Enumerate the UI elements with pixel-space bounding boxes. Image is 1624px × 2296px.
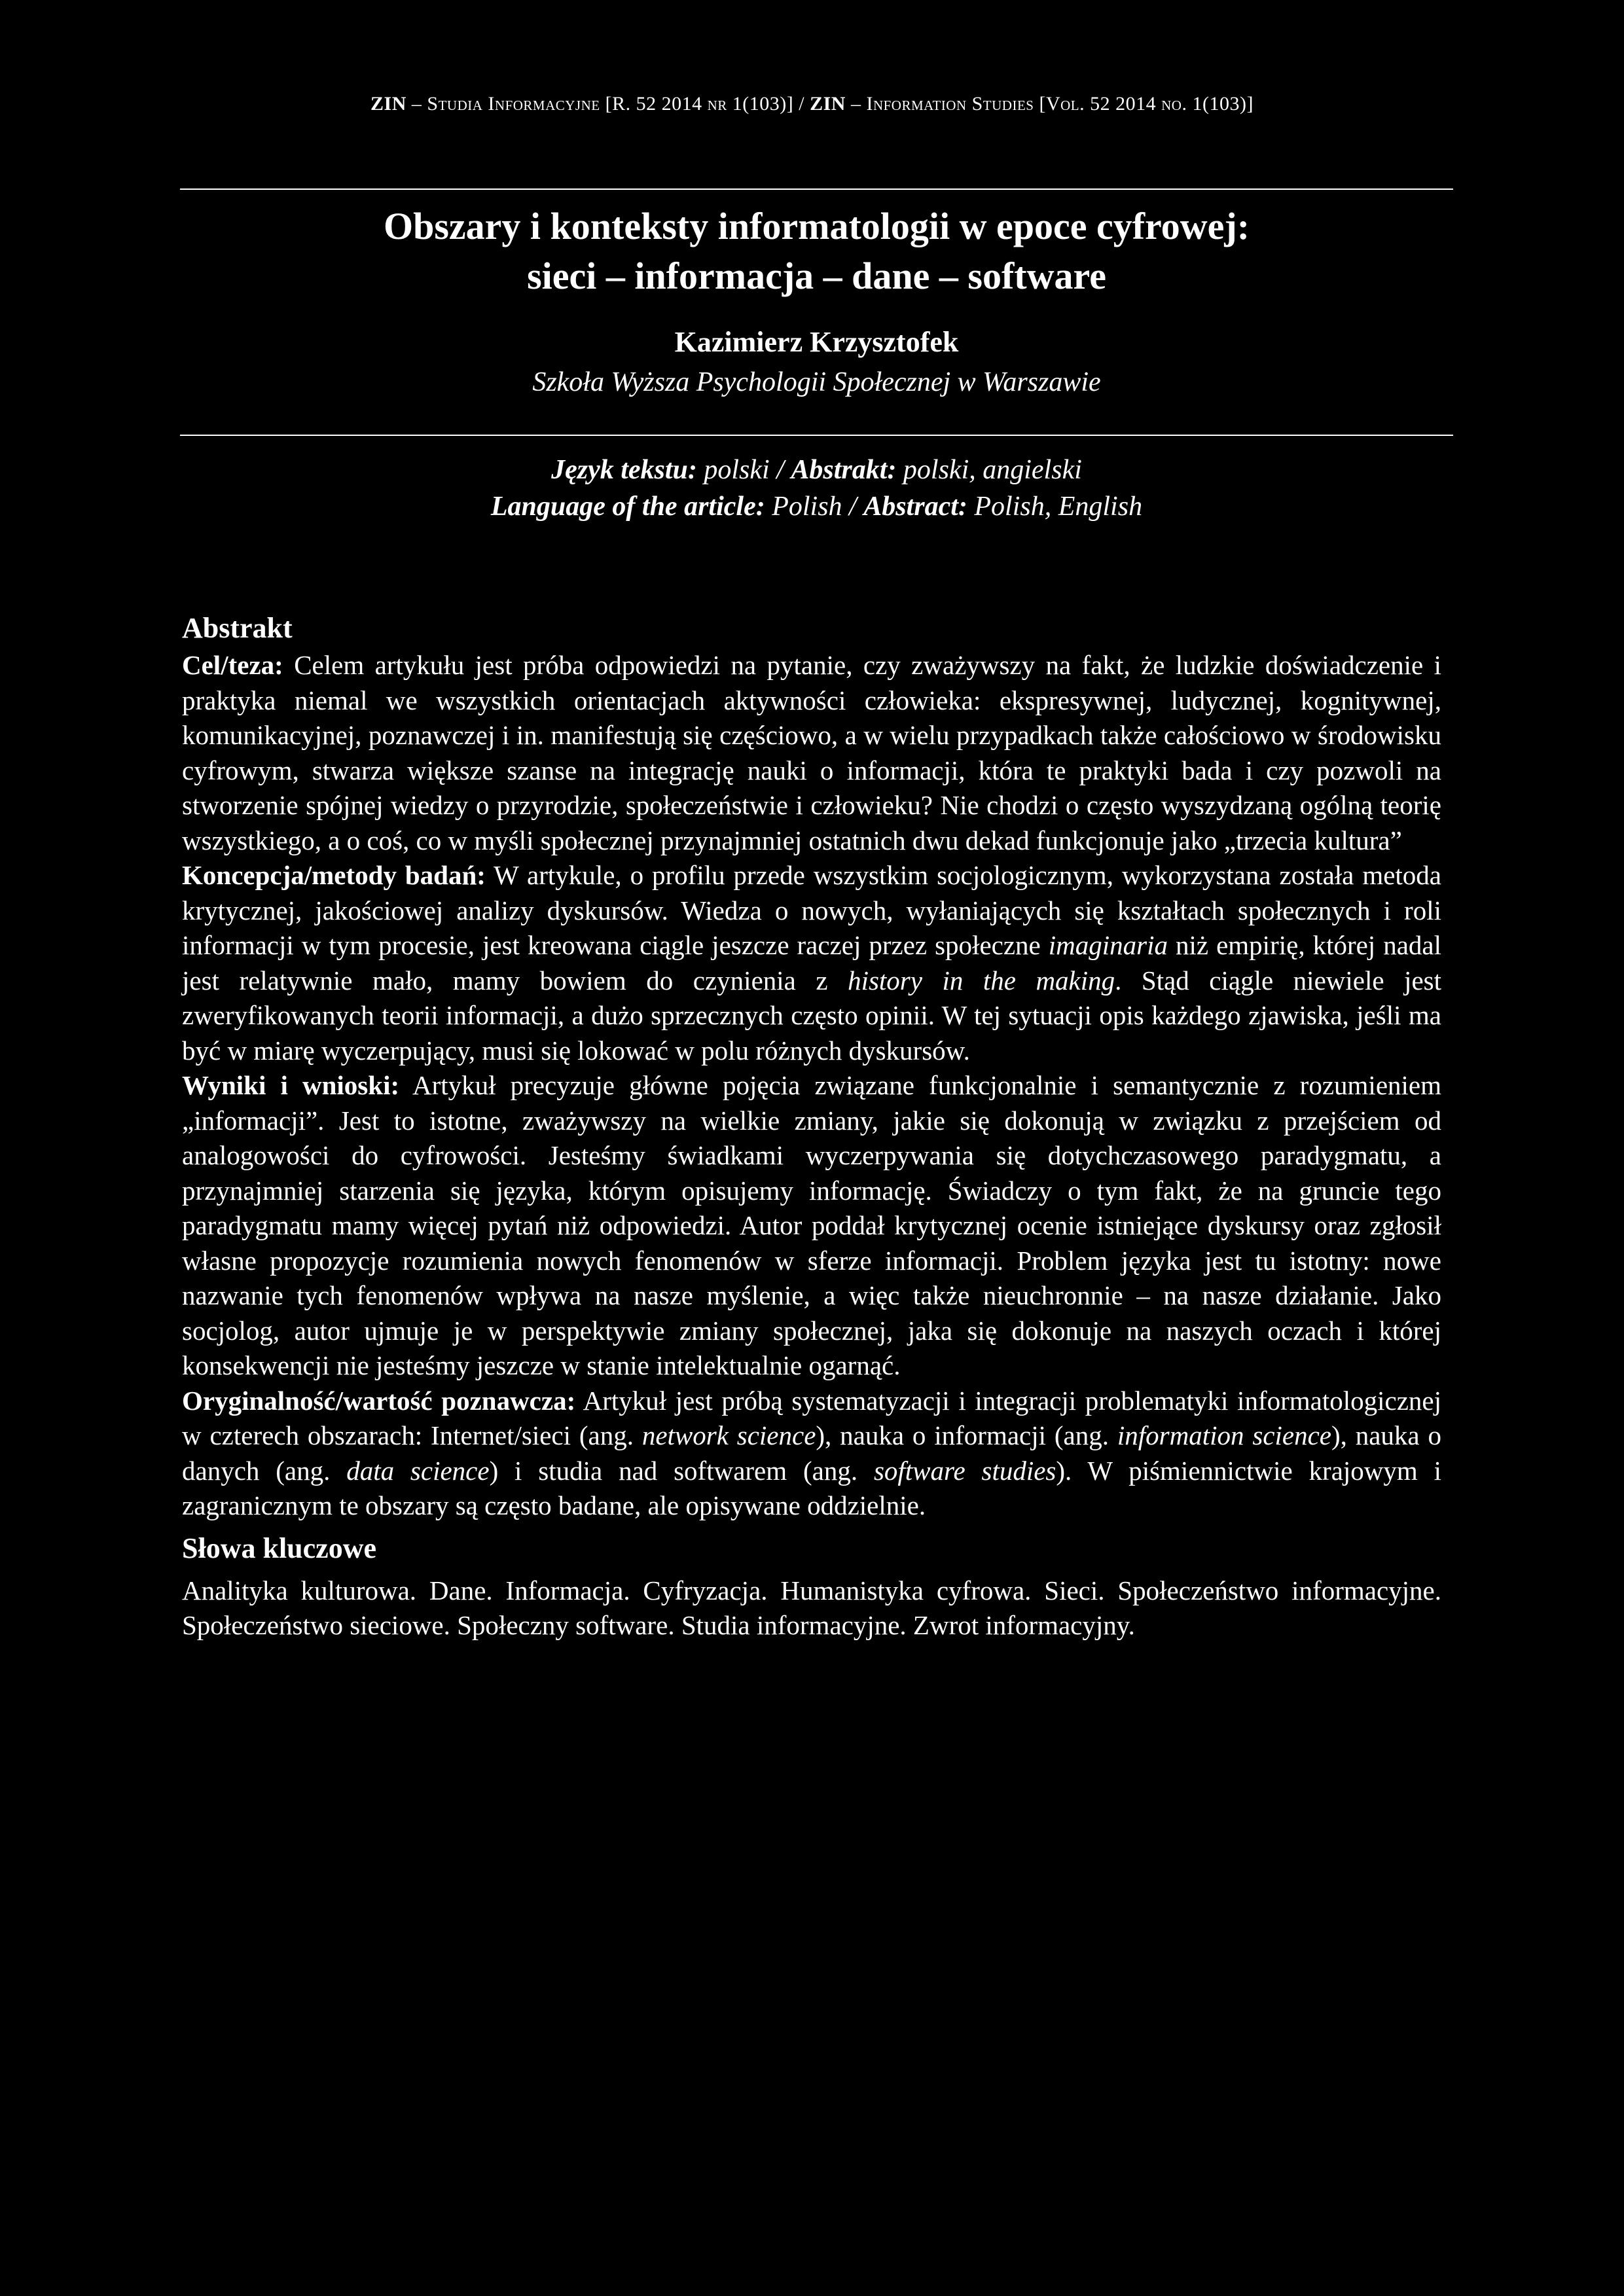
text-language-value-en: Polish / xyxy=(765,492,864,522)
goal-text: Celem artykułu jest próba odpowiedzi na pytanie, czy zważywszy na fakt, że ludzkie doświadczenie i praktyka niemal we wszystkich orientacjach aktywności człowieka: ekspresywnej, ludycznej, kognitywnej, komunikacyjnej, poznawczej i in. manifestują się częściowo, a w wielu przypadkach także całościowo w środowisku cyfrowym, stwarza większe szanse na integrację nauki o informacji, która te praktyki bada i czy pozwoli na stworzenie spójnej wiedzy o przyrodzie, społeczeństwie i człowieku? Nie chodzi o często wyszydzaną ogólną teorię wszystkiego, a o coś, co w myśli społecznej przynajmniej ostatnich dwu dekad funkcjonuje jako „trzecia kultura” xyxy=(182,650,1441,855)
volume-en: Vol. 52 2014 no. 1(103)] xyxy=(1045,93,1254,115)
abstract-language-label-pl: Abstrakt: xyxy=(791,455,897,485)
running-header xyxy=(0,93,1624,115)
title-line-1: Obszary i konteksty informatologii w epoce cyfrowej: xyxy=(383,205,1250,247)
author-affiliation: Szkoła Wyższa Psychologii Społecznej w Warszawie xyxy=(532,367,1101,397)
originality-text-5: ). W piśmiennictwie krajowym i zagranicznym te obszary są często badane, ale opisywane oddzielnie. xyxy=(182,1455,1442,1520)
abstract-language-value-pl: polski, angielski xyxy=(896,455,1082,485)
text-language-label-pl: Język tekstu: xyxy=(551,455,697,485)
originality-text-2: ), nauka o informacji (ang. xyxy=(816,1420,1117,1450)
goal-label: Cel/teza: xyxy=(182,650,283,680)
abstract-results-paragraph xyxy=(182,1068,1441,1384)
journal-abbr-pl: ZIN xyxy=(370,93,406,115)
abstract-originality-paragraph xyxy=(182,1384,1441,1524)
language-row-pl xyxy=(180,452,1453,488)
method-italic-1: imaginaria xyxy=(1048,930,1168,960)
language-info xyxy=(180,452,1453,525)
method-text-3: . Stąd ciągle niewiele jest zweryfikowanych teorii informacji, a dużo sprzecznych często opinii. W tej sytuacji opis każdego zjawiska, jeśli ma być w miarę wyczerpujący, musi się lokować w polu różnych dyskursów. xyxy=(182,965,1441,1066)
abstract-heading: Abstrakt xyxy=(182,612,293,644)
method-text-1: W artykule, o profilu przede wszystkim socjologicznym, wykorzystana została metoda krytycznej, jakościowej analizy dyskursów. Wiedza o nowych, wyłaniających się kształtach społecznych i roli informacji w tym procesie, jest kreowana ciągle jeszcze raczej przez społeczne xyxy=(182,860,1441,960)
keywords-heading: Słowa kluczowe xyxy=(182,1532,376,1564)
volume-pl: R. 52 2014 nr 1(103)] xyxy=(612,93,794,115)
middle-divider xyxy=(180,435,1453,436)
abstract-goal-paragraph xyxy=(182,648,1441,858)
journal-abbr-en: ZIN xyxy=(810,93,846,115)
author-name: Kazimierz Krzysztofek xyxy=(674,326,959,358)
method-text-2: niż empirię, której nadal jest relatywnie mało, mamy bowiem do czynienia z xyxy=(182,930,1441,996)
series-title-pl: – Studia Informacyjne [ xyxy=(406,93,613,115)
language-row-en xyxy=(180,488,1453,525)
title-line-2: sieci – informacja – dane – software xyxy=(527,255,1106,297)
abstract-language-label-en: Abstract: xyxy=(863,492,967,522)
originality-italic-4: software studies xyxy=(873,1455,1056,1486)
text-language-value-pl: polski / xyxy=(696,455,791,485)
originality-italic-2: information science xyxy=(1117,1420,1331,1450)
originality-label: Oryginalność/wartość poznawcza: xyxy=(182,1385,576,1416)
keywords-list: Analityka kulturowa. Dane. Informacja. Cyfryzacja. Humanistyka cyfrowa. Sieci. Społeczeństwo informacyjne. Społeczeństwo sieciowe. Społeczny software. Studia informacyjne. Zwrot informacyjny. xyxy=(182,1575,1441,1640)
text-language-label-en: Language of the article: xyxy=(490,492,765,522)
originality-text-1: Artykuł jest próbą systematyzacji i integracji problematyki informatologicznej w czterech obszarach: Internet/sieci (ang. xyxy=(182,1385,1442,1450)
originality-italic-1: network science xyxy=(641,1420,816,1450)
method-italic-2: history in the making xyxy=(848,965,1115,996)
article-title xyxy=(180,202,1453,301)
abstract-language-value-en: Polish, English xyxy=(967,492,1143,522)
originality-italic-3: data science xyxy=(346,1455,490,1486)
originality-text-4: ) i studia nad softwarem (ang. xyxy=(489,1455,874,1486)
method-label: Koncepcja/metody badań: xyxy=(182,860,486,890)
results-text: Artykuł precyzuje główne pojęcia związane funkcjonalnie i semantycznie z rozumieniem „informacji”. Jest to istotne, zważywszy na wielkie zmiany, jakie się dokonują w związku z przejściem od analogowości do cyfrowości. Jesteśmy świadkami wyczerpywania się dotychczasowego paradygmatu, a przynajmniej starzenia się języka, którym opisujemy informację. Świadczy o tym fakt, że na gruncie tego paradygmatu mamy więcej pytań niż odpowiedzi. Autor poddał krytycznej ocenie istniejące dyskursy oraz zgłosił własne propozycje rozumienia nowych fenomenów w sferze informacji. Problem języka jest tu istotny: nowe nazwanie tych fenomenów wpływa na nasze myślenie, a więc także nieuchronnie – na nasze działanie. Jako socjolog, autor ujmuje je w perspektywie zmiany społecznej, jaka się dokonuje na naszych oczach i której konsekwencji nie jesteśmy jeszcze w stanie intelektualnie ogarnąć. xyxy=(182,1070,1441,1380)
series-title-en: – Information Studies [ xyxy=(845,93,1046,115)
header-separator: / xyxy=(799,93,805,115)
results-label: Wyniki i wnioski: xyxy=(182,1070,400,1100)
abstract-method-paragraph xyxy=(182,858,1441,1068)
originality-text-3: ), nauka o danych (ang. xyxy=(182,1420,1441,1486)
abstract-section xyxy=(182,609,1441,1643)
top-divider xyxy=(180,188,1453,190)
